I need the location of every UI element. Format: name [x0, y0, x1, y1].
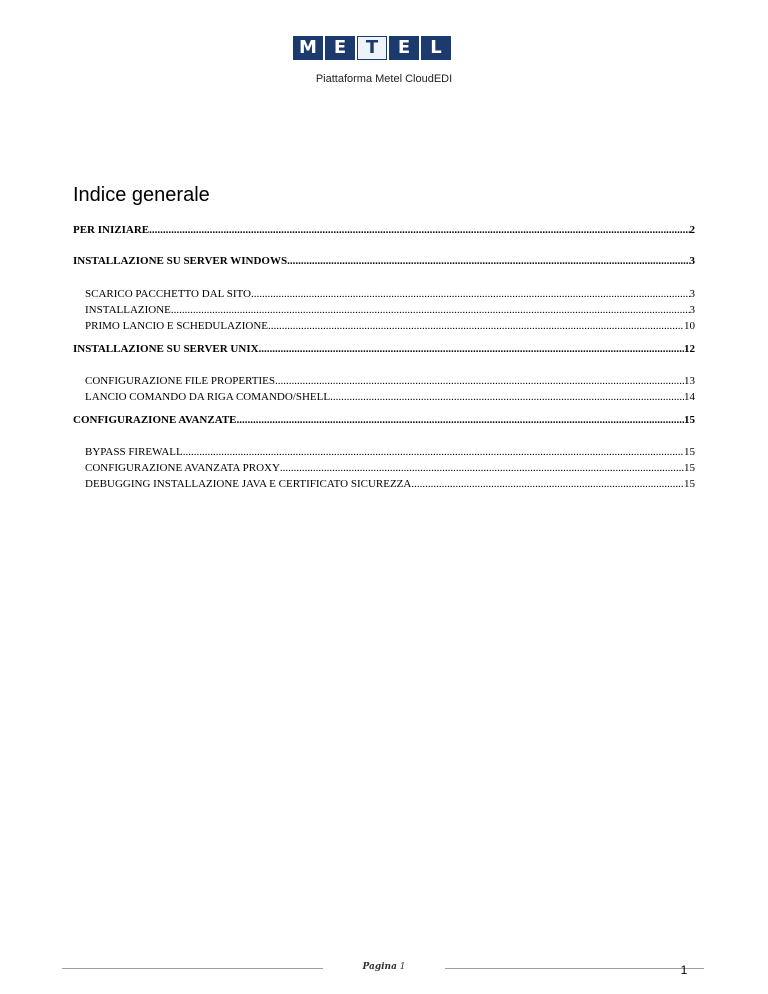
toc-entry[interactable] [85, 320, 695, 333]
logo-letter: E [325, 36, 355, 60]
toc-entry-label: PRIMO LANCIO E SCHEDULAZIONE [85, 320, 269, 332]
toc-entry-label: INSTALLAZIONE SU SERVER UNIX [73, 343, 259, 355]
toc-entry-label: PER INIZIARE [73, 224, 150, 236]
toc-entry-page: 3 [689, 304, 695, 316]
toc-entry-page: 3 [689, 255, 695, 267]
toc-title: Indice generale [73, 184, 210, 206]
toc-entry[interactable] [73, 343, 695, 356]
toc-entry-page: 15 [684, 462, 695, 474]
toc-entry[interactable] [73, 255, 695, 268]
toc-entry[interactable] [85, 446, 695, 459]
toc-entry-page: 12 [684, 343, 695, 355]
toc-entry[interactable] [73, 414, 695, 427]
footer-page-word: Pagina [362, 962, 397, 972]
toc-entry[interactable] [85, 462, 695, 475]
toc-entry-page: 15 [684, 446, 695, 458]
toc-entry-label: BYPASS FIREWALL [85, 446, 183, 458]
toc-entry[interactable] [85, 478, 695, 491]
toc-entry[interactable] [73, 224, 695, 237]
toc-entry[interactable] [85, 391, 695, 404]
toc-entry-page: 2 [689, 224, 695, 236]
metel-logo [293, 34, 451, 61]
toc-entry-page: 10 [684, 320, 695, 332]
footer-divider-right [445, 968, 704, 969]
toc-entry-page: 13 [684, 375, 695, 387]
header-subtitle: Piattaforma Metel CloudEDI [315, 73, 453, 85]
logo-letter: E [389, 36, 419, 60]
toc-entry-page: 3 [689, 288, 695, 300]
logo-letter: M [293, 36, 323, 60]
toc-entry[interactable] [85, 304, 695, 317]
toc-entry-label: SCARICO PACCHETTO DAL SITO [85, 288, 251, 300]
toc-entry-page: 15 [684, 478, 695, 490]
toc-entry-label: CONFIGURAZIONE AVANZATE [73, 414, 237, 426]
logo-letter: L [421, 36, 451, 60]
toc-entry-label: DEBUGGING INSTALLAZIONE JAVA E CERTIFICATO SICUREZZA [85, 478, 412, 490]
toc-entry-label: LANCIO COMANDO DA RIGA COMANDO/SHELL [85, 391, 331, 403]
logo-letter: T [357, 36, 387, 60]
toc-entry-label: INSTALLAZIONE [85, 304, 171, 316]
page-number: 1 [680, 963, 688, 977]
toc-entry-page: 14 [684, 391, 695, 403]
footer-page-label [323, 962, 445, 972]
toc-entry-label: CONFIGURAZIONE FILE PROPERTIES [85, 375, 276, 387]
footer-divider-left [62, 968, 323, 969]
toc-entry[interactable] [85, 288, 695, 301]
toc-entry-label: INSTALLAZIONE SU SERVER WINDOWS [73, 255, 288, 267]
footer-page-value: 1 [399, 962, 406, 972]
toc-entry-label: CONFIGURAZIONE AVANZATA PROXY [85, 462, 280, 474]
toc-entry-page: 15 [684, 414, 695, 426]
toc-entry[interactable] [85, 375, 695, 388]
